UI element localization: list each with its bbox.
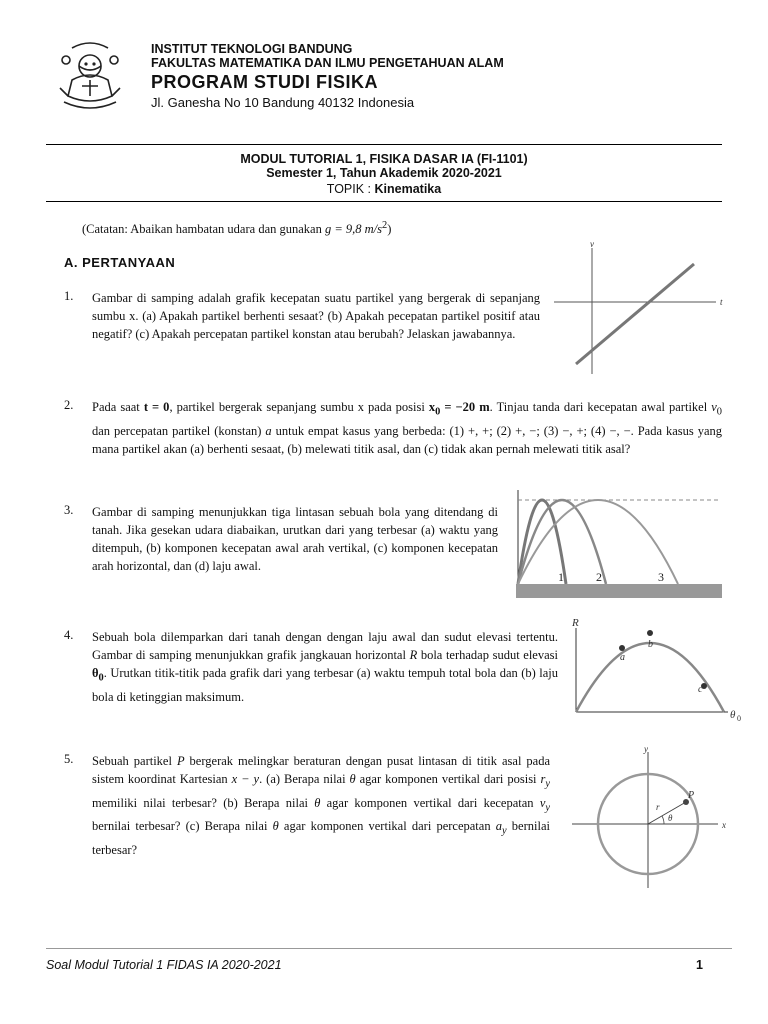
topic-label: TOPIK :	[326, 182, 372, 196]
vector-label-r: r	[656, 802, 660, 812]
question-number: 2.	[64, 398, 74, 412]
header-rule-top	[46, 144, 722, 145]
figure-circular-motion	[568, 742, 738, 890]
axis-label-theta-sub: 0	[737, 714, 741, 723]
axis-label-R: R	[572, 617, 579, 629]
angle-label-theta: θ	[668, 813, 673, 823]
semester: Semester 1, Tahun Akademik 2020-2021	[266, 166, 502, 180]
point-label-b: b	[648, 639, 653, 650]
figure-trajectories	[514, 488, 724, 600]
question-number: 1.	[64, 289, 74, 303]
point-label-P: P	[688, 790, 695, 801]
faculty-name: FAKULTAS MATEMATIKA DAN ILMU PENGETAHUAN ALAM	[151, 56, 504, 70]
point-label-c: c	[698, 684, 703, 695]
module-title: MODUL TUTORIAL 1, FISIKA DASAR IA (FI-1101)	[240, 152, 528, 166]
figure-range-graph	[568, 614, 748, 726]
page-number: 1	[696, 958, 703, 972]
program-name: PROGRAM STUDI FISIKA	[151, 72, 379, 92]
axis-label-x: x	[722, 820, 726, 830]
note: (Catatan: Abaikan hambatan udara dan gunakan g = 9,8 $m/s^2$)	[82, 220, 392, 237]
question-number: 4.	[64, 628, 74, 642]
footer-rule	[46, 948, 732, 949]
gravity-formula: g = 9,8 m/s	[324, 222, 383, 237]
axis-label-theta: θ	[730, 709, 736, 721]
itb-logo	[52, 40, 128, 112]
point-label-a: a	[620, 652, 625, 663]
address: Jl. Ganesha No 10 Bandung 40132 Indonesia	[151, 95, 415, 110]
question-1-text: Gambar di samping adalah grafik kecepatan suatu partikel yang bergerak di sepanjang sumbu x. (a) Apakah partikel berhenti sesaat? (b) Apakah pecepatan partikel positif atau negatif? (c) Apakah percepatan partikel konstan atau berubah? Jelaskan jawabannya.	[92, 291, 540, 341]
axis-label-t: t	[720, 297, 723, 307]
question-2-text: Pada saat t = 0, partikel bergerak sepanjang sumbu x pada posisi $x_0 = -20$ m. Tinjau tanda dari kecepatan awal partikel $v_0$ dan percepatan partikel (konstan) a untuk empat kasus yang berbeda: (1) +, +; (2) +, −; (3) −, +; (4) −, −. Pada kasus yang mana partikel akan (a) berhenti sesaat, (b) melewati titik asal, dan (c) tidak akan pernah melewati titik asal?	[92, 400, 723, 456]
footer-text: Soal Modul Tutorial 1 FIDAS IA 2020-2021	[46, 958, 282, 972]
axis-label-y: y	[644, 744, 648, 754]
question-4-text: Sebuah bola dilemparkan dari tanah dengan dengan laju awal dan sudut elevasi tertentu. Gambar di samping menunjukkan grafik jangkauan horizontal R bola terhadap sudut elevasi $\theta_0$. Urutkan titik-titik pada grafik dari yang terbesar (a) waktu tempuh total bola dan (b) laju bola di ketinggian maksimum.	[92, 630, 558, 704]
figure-velocity-graph	[552, 240, 728, 380]
axis-label-v: v	[590, 240, 594, 249]
question-3-text: Gambar di samping menunjukkan tiga lintasan sebuah bola yang ditendang di tanah. Jika gesekan udara diabaikan, urutkan dari yang terbesar (a) waktu yang ditempuh, (b) komponen kecepatan awal arah vertikal, (c) komponen kecepatan arah horizontal, dan (d) laju awal.	[92, 505, 498, 573]
question-number: 3.	[64, 503, 74, 517]
institute-name: INSTITUT TEKNOLOGI BANDUNG	[151, 42, 353, 56]
trajectory-label-1: 1	[558, 570, 564, 584]
header-rule-bottom	[46, 201, 722, 202]
trajectory-label-3: 3	[658, 570, 664, 584]
question-5-text: Sebuah partikel P bergerak melingkar beraturan dengan pusat lintasan di titik asal pada sistem koordinat Kartesian x − y. (a) Berapa nilai θ agar komponen vertikal dari posisi $r_y$ memiliki nilai terbesar? (b) Berapa nilai θ agar komponen vertikal dari kecepatan $v_y$ bernilai terbesar? (c) Berapa nilai θ agar komponen vertikal dari percepatan $a_y$ bernilai terbesar?	[92, 754, 550, 857]
topic-value: Kinematika	[374, 182, 442, 196]
topic-line	[46, 182, 722, 196]
trajectory-label-2: 2	[596, 570, 602, 584]
question-number: 5.	[64, 752, 74, 766]
section-title: A. PERTANYAAN	[64, 255, 176, 270]
